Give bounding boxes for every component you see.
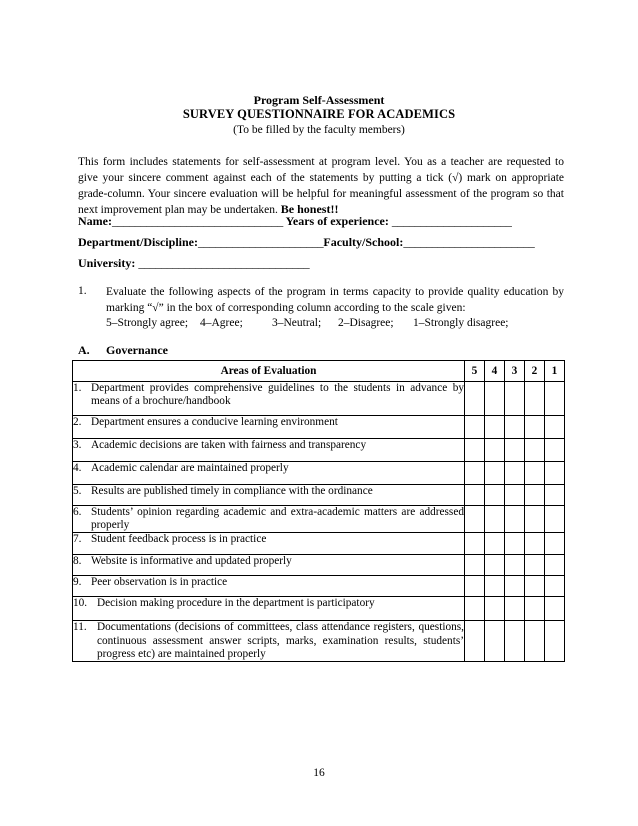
grade-cell-1[interactable] xyxy=(545,416,565,439)
evaluation-item xyxy=(73,576,465,597)
grade-cell-4[interactable] xyxy=(485,533,505,555)
item-text: Documentations (decisions of committees, class attendance registers, questions, continuous assessment answer scripts, marks, examination results, students’ progress etc) are maintained properly xyxy=(97,621,464,660)
grade-cell-5[interactable] xyxy=(465,485,485,506)
grade-cell-4[interactable] xyxy=(485,555,505,576)
grade-cell-3[interactable] xyxy=(505,416,525,439)
department-faculty-line xyxy=(78,235,568,250)
grade-cell-2[interactable] xyxy=(525,597,545,621)
table-row xyxy=(73,621,565,662)
grade-cell-3[interactable] xyxy=(505,485,525,506)
grade-header-4: 4 xyxy=(485,361,505,382)
item-number: 4. xyxy=(73,462,82,474)
scale-1: 1–Strongly disagree; xyxy=(413,317,509,329)
experience-field[interactable]: _____________________ xyxy=(391,214,512,228)
item-text: Academic decisions are taken with fairness and transparency xyxy=(91,439,367,451)
table-row xyxy=(73,416,565,439)
name-experience-line xyxy=(78,214,568,229)
section-letter: A. xyxy=(78,343,90,357)
evaluation-item xyxy=(73,533,465,555)
intro-emphasis: Be honest!! xyxy=(280,202,339,217)
item-number: 2. xyxy=(73,416,82,428)
item-text: Student feedback process is in practice xyxy=(91,533,267,546)
grade-cell-2[interactable] xyxy=(525,621,545,662)
grade-cell-5[interactable] xyxy=(465,439,485,462)
table-row xyxy=(73,382,565,416)
item-text: Peer observation is in practice xyxy=(91,576,228,589)
evaluation-item xyxy=(73,555,465,576)
grade-cell-2[interactable] xyxy=(525,416,545,439)
table-row xyxy=(73,555,565,576)
grade-cell-4[interactable] xyxy=(485,485,505,506)
item-number: 1. xyxy=(73,382,82,394)
grade-cell-4[interactable] xyxy=(485,462,505,485)
grade-cell-4[interactable] xyxy=(485,576,505,597)
grade-cell-3[interactable] xyxy=(505,621,525,662)
item-number: 10. xyxy=(73,597,88,610)
grade-cell-2[interactable] xyxy=(525,462,545,485)
rating-scale xyxy=(106,317,566,329)
table-row xyxy=(73,597,565,621)
grade-header-2: 2 xyxy=(525,361,545,382)
page-number: 16 xyxy=(313,767,325,779)
grade-cell-1[interactable] xyxy=(545,382,565,416)
grade-header-1: 1 xyxy=(545,361,565,382)
grade-cell-4[interactable] xyxy=(485,416,505,439)
grade-cell-2[interactable] xyxy=(525,382,545,416)
item-number: 8. xyxy=(73,555,82,568)
grade-cell-1[interactable] xyxy=(545,555,565,576)
university-line xyxy=(78,256,568,271)
grade-cell-1[interactable] xyxy=(545,462,565,485)
grade-cell-4[interactable] xyxy=(485,621,505,662)
table-row xyxy=(73,576,565,597)
table-row xyxy=(73,462,565,485)
evaluation-item xyxy=(73,462,465,485)
table-header-row xyxy=(73,361,565,382)
item-text: Website is informative and updated properly xyxy=(91,555,292,568)
grade-cell-4[interactable] xyxy=(485,382,505,416)
intro-paragraph xyxy=(78,155,564,219)
university-label: University: xyxy=(78,256,136,270)
item-text: Academic calendar are maintained properly xyxy=(91,462,289,474)
evaluation-item xyxy=(73,416,465,439)
scale-2: 2–Disagree; xyxy=(338,317,394,329)
grade-cell-5[interactable] xyxy=(465,382,485,416)
instruction-number: 1. xyxy=(78,285,87,297)
grade-cell-5[interactable] xyxy=(465,533,485,555)
item-number: 7. xyxy=(73,533,82,546)
grade-cell-3[interactable] xyxy=(505,462,525,485)
grade-cell-1[interactable] xyxy=(545,576,565,597)
grade-cell-5[interactable] xyxy=(465,597,485,621)
grade-cell-5[interactable] xyxy=(465,576,485,597)
areas-header: Areas of Evaluation xyxy=(73,361,465,382)
table-row xyxy=(73,533,565,555)
scale-3: 3–Neutral; xyxy=(272,317,322,329)
item-text: Decision making procedure in the department is participatory xyxy=(97,597,375,610)
grade-cell-4[interactable] xyxy=(485,506,505,533)
table-row xyxy=(73,506,565,533)
grade-cell-5[interactable] xyxy=(465,621,485,662)
item-number: 9. xyxy=(73,576,82,589)
item-text: Results are published timely in compliance with the ordinance xyxy=(91,485,373,497)
department-field[interactable]: ______________________ xyxy=(197,235,324,249)
scale-5: 5–Strongly agree; xyxy=(106,317,189,329)
evaluation-table xyxy=(72,360,565,662)
grade-cell-2[interactable] xyxy=(525,506,545,533)
grade-cell-3[interactable] xyxy=(505,576,525,597)
item-number: 5. xyxy=(73,485,82,497)
grade-cell-5[interactable] xyxy=(465,416,485,439)
grade-cell-2[interactable] xyxy=(525,439,545,462)
form-audience-note: (To be filled by the faculty members) xyxy=(233,124,405,136)
evaluation-item xyxy=(73,506,465,533)
form-title: SURVEY QUESTIONNAIRE FOR ACADEMICS xyxy=(182,107,456,121)
form-subtitle: Program Self-Assessment xyxy=(253,93,385,107)
grade-cell-2[interactable] xyxy=(525,485,545,506)
evaluation-item xyxy=(73,621,465,662)
scale-4: 4–Agree; xyxy=(200,317,243,329)
section-title: Governance xyxy=(106,343,168,357)
grade-cell-4[interactable] xyxy=(485,597,505,621)
grade-cell-2[interactable] xyxy=(525,555,545,576)
grade-cell-4[interactable] xyxy=(485,439,505,462)
department-label: Department/Discipline: xyxy=(78,235,198,249)
intro-text: This form includes statements for self-assessment at program level. You as a teacher are requested to give your sincere comment against each of the statements by putting a tick (√) mark on appropriate grade-column. Your sincere evaluation will be helpful for meaningful assessment of the program so that next improvement plan may be undertaken. xyxy=(78,156,564,217)
experience-label: Years of experience: xyxy=(285,214,389,228)
item-text: Department ensures a conducive learning environment xyxy=(91,416,338,428)
grade-cell-5[interactable] xyxy=(465,462,485,485)
grade-cell-5[interactable] xyxy=(465,555,485,576)
grade-header-3: 3 xyxy=(505,361,525,382)
faculty-field[interactable]: _______________________ xyxy=(403,235,535,249)
grade-cell-1[interactable] xyxy=(545,621,565,662)
evaluation-item xyxy=(73,485,465,506)
item-number: 11. xyxy=(73,621,87,634)
item-text: Department provides comprehensive guidelines to the students in advance by means of a brochure/handbook xyxy=(91,382,464,408)
grade-cell-1[interactable] xyxy=(545,506,565,533)
grade-cell-1[interactable] xyxy=(545,597,565,621)
name-label: Name: xyxy=(78,214,112,228)
table-row xyxy=(73,439,565,462)
grade-cell-3[interactable] xyxy=(505,533,525,555)
grade-cell-2[interactable] xyxy=(525,576,545,597)
grade-cell-3[interactable] xyxy=(505,597,525,621)
grade-cell-3[interactable] xyxy=(505,555,525,576)
grade-cell-5[interactable] xyxy=(465,506,485,533)
instruction-text: Evaluate the following aspects of the program in terms capacity to provide quality education by marking “√” in the box of corresponding column according to the scale given: xyxy=(106,286,564,314)
grade-cell-2[interactable] xyxy=(525,533,545,555)
grade-cell-3[interactable] xyxy=(505,506,525,533)
faculty-label: Faculty/School: xyxy=(323,235,404,249)
grade-cell-1[interactable] xyxy=(545,485,565,506)
evaluation-item xyxy=(73,382,465,416)
evaluation-item xyxy=(73,597,465,621)
grade-cell-1[interactable] xyxy=(545,439,565,462)
name-field[interactable]: ______________________________ xyxy=(111,214,283,228)
evaluation-item xyxy=(73,439,465,462)
grade-cell-3[interactable] xyxy=(505,439,525,462)
item-text: Students’ opinion regarding academic and extra-academic matters are addressed properly xyxy=(91,506,464,532)
grade-cell-1[interactable] xyxy=(545,533,565,555)
university-field[interactable]: ______________________________ xyxy=(138,256,310,270)
grade-header-5: 5 xyxy=(465,361,485,382)
grade-cell-3[interactable] xyxy=(505,382,525,416)
table-row xyxy=(73,485,565,506)
item-number: 3. xyxy=(73,439,82,451)
item-number: 6. xyxy=(73,506,82,518)
